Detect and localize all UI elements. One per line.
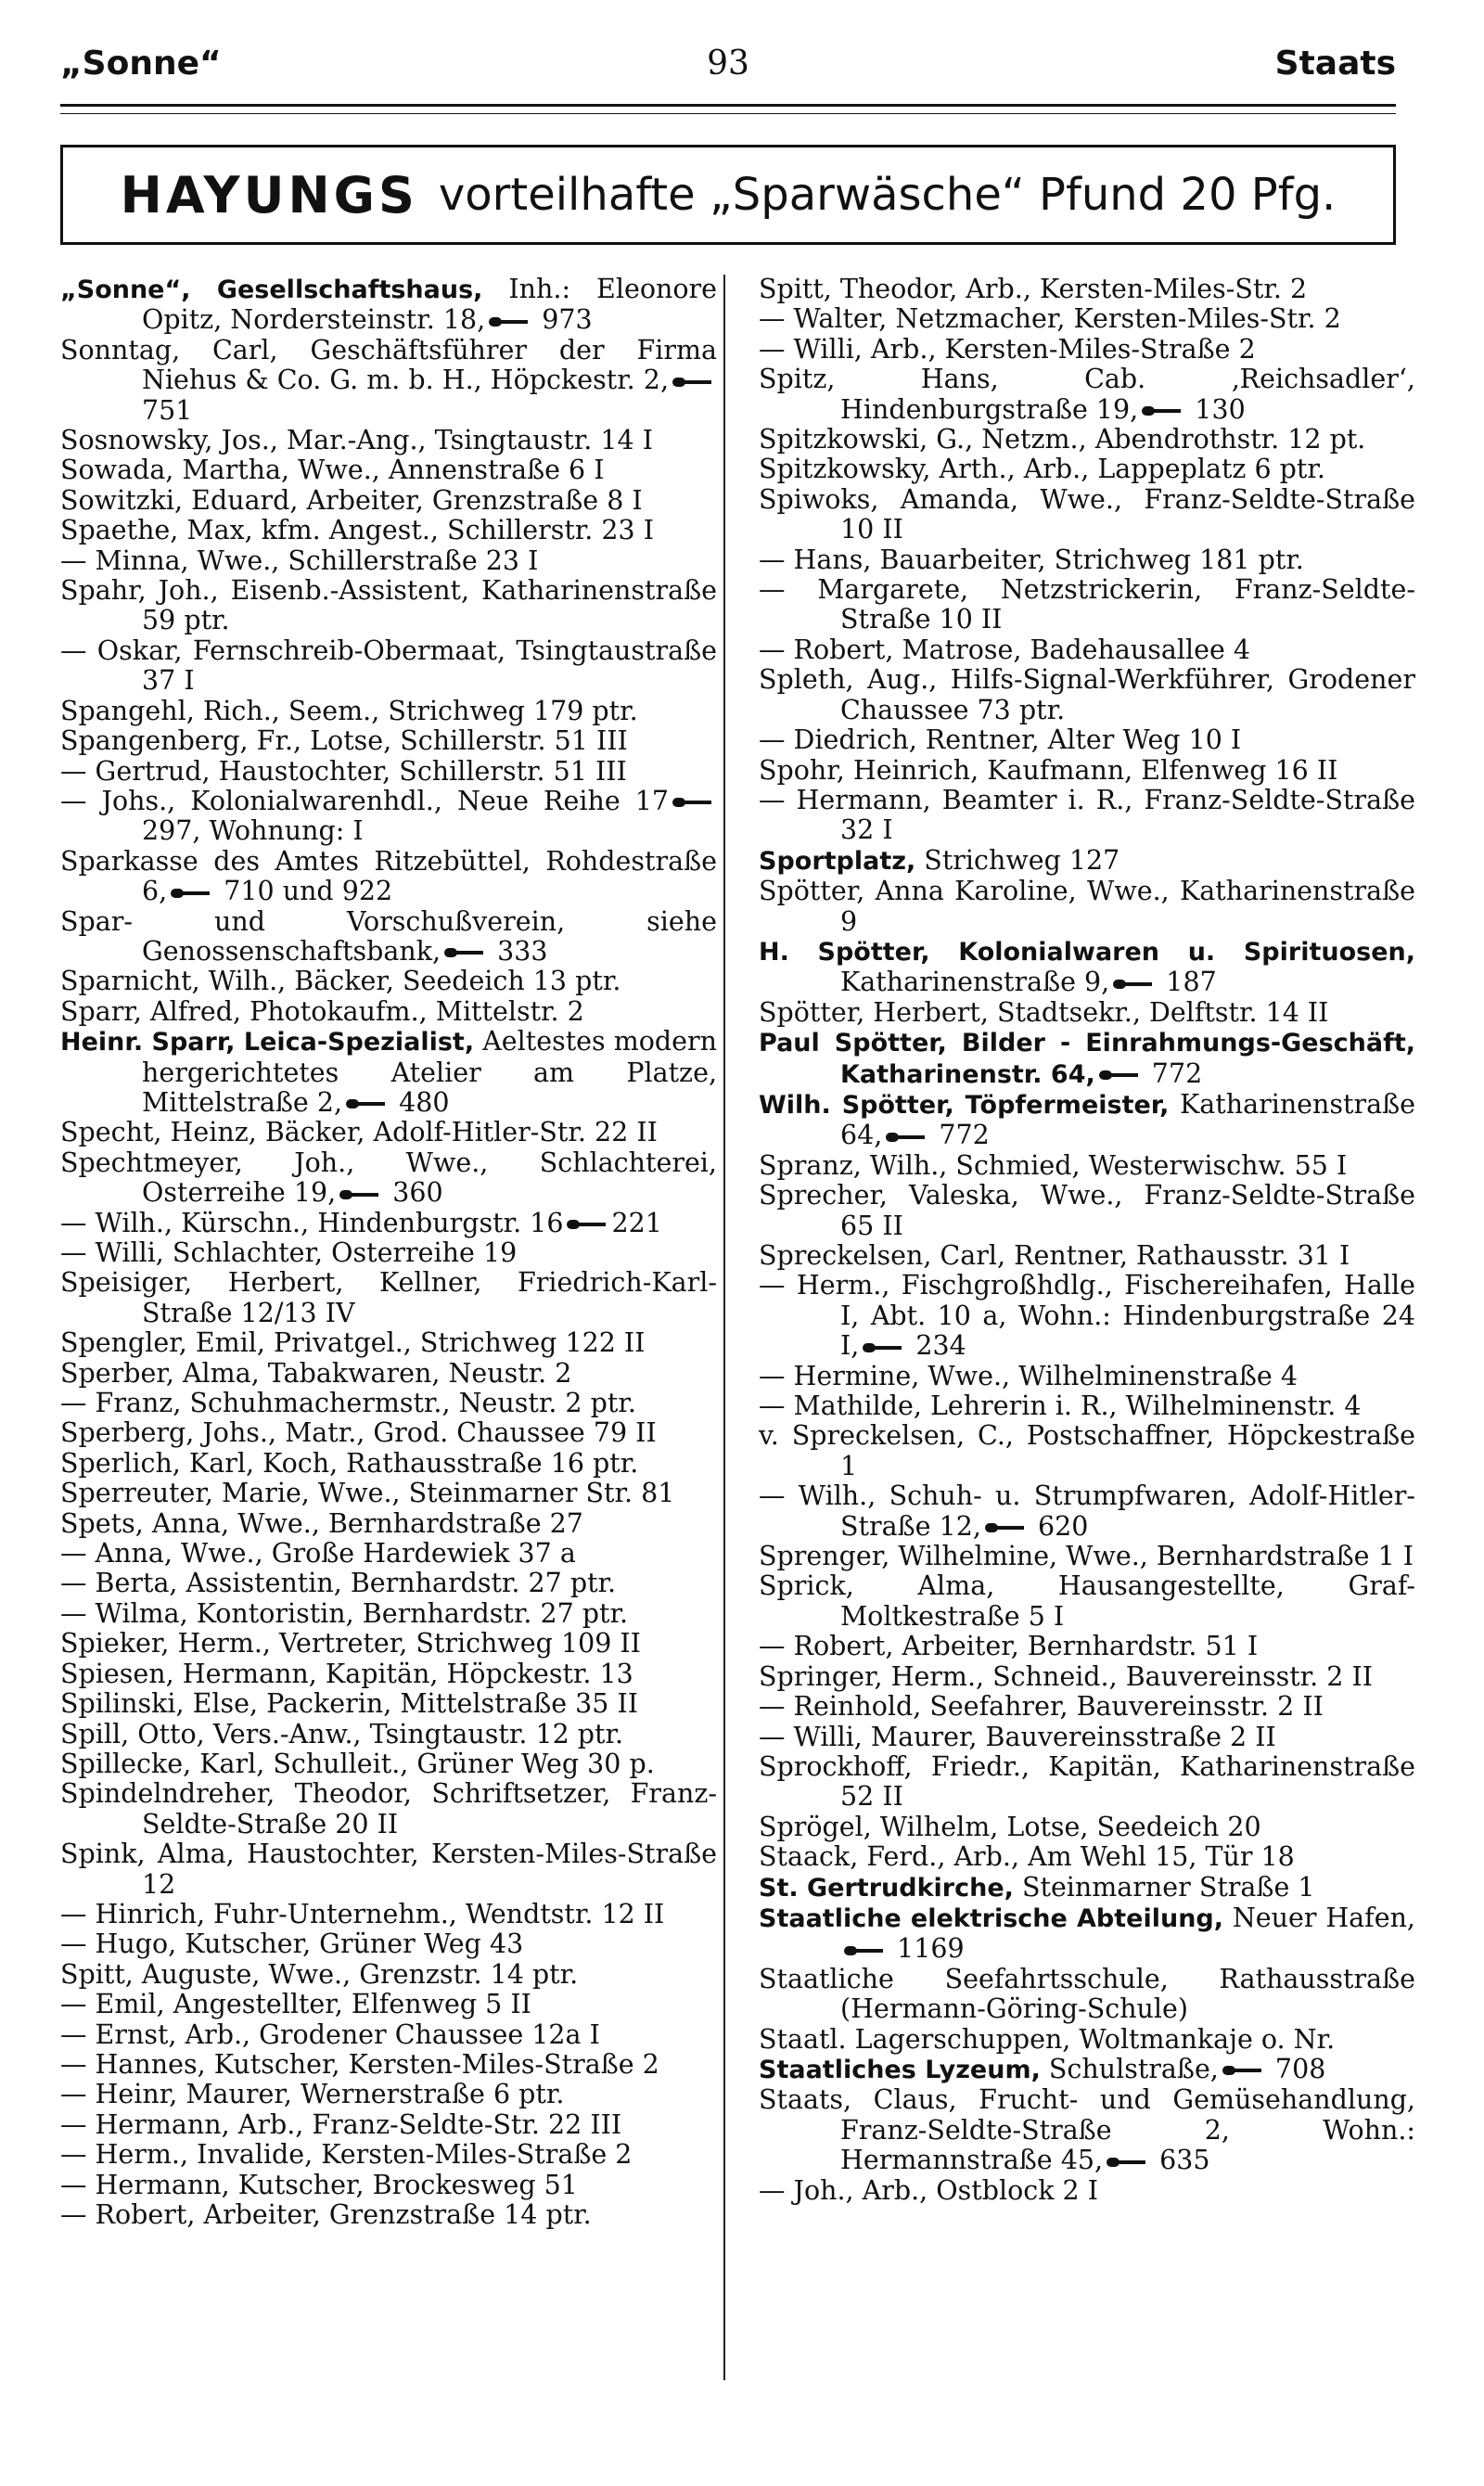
directory-entry bbox=[759, 2025, 1415, 2055]
directory-entry bbox=[60, 787, 717, 847]
entry-name-bold: Staatliches Lyzeum, bbox=[759, 2055, 1041, 2084]
directory-entry bbox=[60, 2080, 717, 2109]
telephone-icon bbox=[171, 887, 211, 900]
entry-text: Spillecke, Karl, Schulleit., Grüner Weg 30 p. bbox=[60, 1748, 655, 1779]
entry-text: Sowitzki, Eduard, Arbeiter, Grenzstraße 8 I bbox=[60, 484, 643, 516]
entry-text: — Willi, Maurer, Bauvereinsstraße 2 II bbox=[759, 1721, 1276, 1752]
directory-entry bbox=[759, 1873, 1415, 1903]
directory-entry bbox=[60, 1328, 717, 1358]
entry-text: 187 bbox=[1158, 967, 1217, 998]
entry-text: Spink, Alma, Haustochter, Kersten-Miles-Straße 12 bbox=[60, 1839, 717, 1900]
directory-entry bbox=[759, 1752, 1415, 1813]
entry-text: Spaethe, Max, kfm. Angest., Schillerstr. 23 I bbox=[60, 515, 654, 546]
entry-text: 708 bbox=[1266, 2053, 1326, 2084]
entry-text: Spötter, Herbert, Stadtsekr., Delftstr. 14 II bbox=[759, 996, 1329, 1028]
entry-text: — Hermine, Wwe., Wilhelminenstraße 4 bbox=[759, 1360, 1298, 1391]
directory-entry bbox=[759, 275, 1415, 304]
entry-text: Inh.: Eleonore Opitz, Nordersteinstr. 18, bbox=[142, 274, 717, 336]
telephone-icon bbox=[339, 1188, 380, 1201]
entry-text: Spets, Anna, Wwe., Bernhardstraße 27 bbox=[60, 1507, 583, 1539]
entry-text: Sprögel, Wilhelm, Lotse, Seedeich 20 bbox=[759, 1811, 1261, 1842]
directory-entry bbox=[60, 275, 717, 336]
directory-entry bbox=[60, 636, 717, 697]
directory-entry bbox=[60, 847, 717, 907]
entry-text: Spiwoks, Amanda, Wwe., Franz-Seldte-Straße 10 II bbox=[759, 483, 1415, 545]
ad-brand: HAYUNGS bbox=[120, 165, 418, 224]
entry-text: — Ernst, Arb., Grodener Chaussee 12a I bbox=[60, 2018, 600, 2050]
directory-entry bbox=[60, 1599, 717, 1629]
entry-text: — Hugo, Kutscher, Grüner Weg 43 bbox=[60, 1929, 524, 1960]
ad-text: vorteilhafte „Sparwäsche“ Pfund 20 Pfg. bbox=[438, 169, 1337, 221]
entry-text: 480 bbox=[390, 1086, 450, 1118]
entry-text: — Herm., Invalide, Kersten-Miles-Straße 2 bbox=[60, 2139, 633, 2171]
telephone-icon bbox=[1107, 2156, 1147, 2169]
entry-name-bold: Wilh. Spötter, Töpfermeister, bbox=[759, 1090, 1170, 1120]
directory-entry bbox=[60, 455, 717, 485]
entry-text: 130 bbox=[1186, 393, 1246, 425]
entry-text: Spahr, Joh., Eisenb.-Assistent, Katharinenstraße 59 ptr. bbox=[60, 575, 717, 636]
entry-text: Spangenberg, Fr., Lotse, Schillerstr. 51 III bbox=[60, 725, 628, 757]
directory-entry bbox=[759, 1965, 1415, 2025]
entry-text: Spötter, Anna Karoline, Wwe., Katharinenstraße 9 bbox=[759, 876, 1415, 937]
entry-text: Sparnicht, Wilh., Bäcker, Seedeich 13 ptr. bbox=[60, 966, 621, 997]
entry-text: 221 bbox=[611, 1207, 662, 1238]
entry-text: — Robert, Arbeiter, Bernhardstr. 51 I bbox=[759, 1631, 1259, 1662]
directory-entry bbox=[759, 846, 1415, 877]
directory-entry bbox=[60, 997, 717, 1027]
directory-entry bbox=[759, 756, 1415, 786]
directory-entry bbox=[60, 1389, 717, 1418]
entry-text: Speisiger, Herbert, Kellner, Friedrich-Karl-Straße 12/13 IV bbox=[60, 1267, 717, 1328]
entry-text: Spitt, Auguste, Wwe., Grenzstr. 14 ptr. bbox=[60, 1958, 579, 1990]
telephone-icon bbox=[1222, 2064, 1263, 2077]
entry-text: — Willi, Schlachter, Osterreihe 19 bbox=[60, 1237, 518, 1268]
entry-text: 710 und 922 bbox=[215, 876, 393, 907]
entry-text: Spengler, Emil, Privatgel., Strichweg 122 II bbox=[60, 1327, 646, 1359]
entry-text: Spechtmeyer, Joh., Wwe., Schlachterei, Osterreihe 19, bbox=[60, 1147, 717, 1209]
telephone-icon bbox=[567, 1218, 608, 1231]
entry-text: — Wilma, Kontoristin, Bernhardstr. 27 ptr. bbox=[60, 1597, 629, 1629]
telephone-icon bbox=[1142, 404, 1183, 417]
telephone-icon bbox=[346, 1097, 387, 1110]
directory-entry bbox=[60, 757, 717, 787]
entry-text: Spitt, Theodor, Arb., Kersten-Miles-Str. 2 bbox=[759, 274, 1308, 304]
entry-name-bold: Sportplatz, bbox=[759, 846, 916, 876]
directory-entry bbox=[759, 1571, 1415, 1632]
directory-entry bbox=[759, 1151, 1415, 1181]
entry-text: — Hermann, Beamter i. R., Franz-Seldte-Straße 32 I bbox=[759, 784, 1415, 846]
entry-text: Sperreuter, Marie, Wwe., Steinmarner Str. 81 bbox=[60, 1478, 675, 1509]
directory-entry bbox=[759, 2085, 1415, 2175]
entry-text: — Joh., Arb., Ostblock 2 I bbox=[759, 2174, 1099, 2206]
directory-entry bbox=[759, 1662, 1415, 1692]
directory-entry bbox=[759, 1271, 1415, 1361]
entry-text: — Hans, Bauarbeiter, Strichweg 181 ptr. bbox=[759, 544, 1304, 575]
entry-text: — Wilh., Kürschn., Hindenburgstr. 16 bbox=[60, 1207, 564, 1238]
directory-entry bbox=[759, 335, 1415, 365]
entry-text: — Diedrich, Rentner, Alter Weg 10 I bbox=[759, 724, 1242, 756]
header-right-keyword: Staats bbox=[1274, 45, 1396, 83]
directory-entry bbox=[60, 486, 717, 516]
directory-entry bbox=[759, 725, 1415, 755]
entry-text: — Margarete, Netzstrickerin, Franz-Seldte-Straße 10 II bbox=[759, 574, 1415, 635]
entry-text: Katharinenstraße 64, bbox=[840, 1088, 1415, 1151]
entry-text: Spilinski, Else, Packerin, Mittelstraße 35 II bbox=[60, 1688, 639, 1720]
directory-entry bbox=[759, 2176, 1415, 2206]
directory-entry bbox=[759, 786, 1415, 846]
directory-entry bbox=[60, 1749, 717, 1779]
directory-entry bbox=[60, 967, 717, 996]
entry-text: — Oskar, Fernschreib-Obermaat, Tsingtaustraße 37 I bbox=[60, 634, 717, 697]
directory-entry bbox=[60, 1539, 717, 1569]
entry-text: Sperlich, Karl, Koch, Rathausstraße 16 ptr. bbox=[60, 1447, 639, 1479]
directory-entry bbox=[759, 1090, 1415, 1151]
header-rule-thick bbox=[60, 104, 1396, 107]
directory-entry bbox=[759, 1181, 1415, 1241]
directory-entry bbox=[759, 665, 1415, 725]
telephone-icon bbox=[672, 376, 713, 389]
directory-entry bbox=[759, 425, 1415, 455]
telephone-icon bbox=[444, 946, 485, 959]
entry-text: Springer, Herm., Schneid., Bauvereinsstr. 2 II bbox=[759, 1660, 1373, 1692]
entry-text: Specht, Heinz, Bäcker, Adolf-Hitler-Str. 22 II bbox=[60, 1117, 658, 1148]
directory-entry bbox=[759, 1723, 1415, 1752]
telephone-icon bbox=[863, 1341, 903, 1354]
entry-text: Strichweg 127 bbox=[915, 844, 1120, 876]
entry-text: 234 bbox=[907, 1330, 966, 1362]
directory-entry bbox=[60, 1268, 717, 1328]
directory-entry bbox=[759, 545, 1415, 575]
entry-text: Spitzkowsky, Arth., Arb., Lappeplatz 6 ptr. bbox=[759, 454, 1325, 485]
entry-text: Spieker, Herm., Vertreter, Strichweg 109 II bbox=[60, 1628, 641, 1659]
column-divider bbox=[723, 275, 725, 2380]
directory-entry bbox=[60, 1238, 717, 1268]
entry-text: — Robert, Matrose, Badehausallee 4 bbox=[759, 634, 1251, 665]
directory-entry bbox=[759, 1903, 1415, 1965]
directory-entry bbox=[759, 998, 1415, 1028]
directory-entry bbox=[60, 336, 717, 426]
entry-text: Sosnowsky, Jos., Mar.-Ang., Tsingtaustr. 14 I bbox=[60, 425, 653, 456]
entry-text: Sperber, Alma, Tabakwaren, Neustr. 2 bbox=[60, 1357, 572, 1389]
directory-entry bbox=[60, 1900, 717, 1929]
entry-text: Spohr, Heinrich, Kaufmann, Elfenweg 16 II bbox=[759, 754, 1338, 786]
directory-entry bbox=[60, 516, 717, 545]
directory-entry bbox=[60, 1209, 717, 1238]
entry-text: Spreckelsen, Carl, Rentner, Rathausstr. 31 I bbox=[759, 1240, 1350, 1271]
directory-entry bbox=[759, 1813, 1415, 1842]
directory-entry bbox=[759, 1692, 1415, 1722]
entry-text: Spleth, Aug., Hilfs-Signal-Werkführer, Grodener Chaussee 73 ptr. bbox=[759, 664, 1415, 725]
directory-entry bbox=[759, 1542, 1415, 1571]
directory-entry bbox=[759, 1362, 1415, 1391]
advertisement-banner bbox=[60, 145, 1396, 245]
directory-entry bbox=[60, 1418, 717, 1448]
entry-text: — Hermann, Arb., Franz-Seldte-Str. 22 III bbox=[60, 2108, 622, 2140]
entry-text: Sprick, Alma, Hausangestellte, Graf-Moltkestraße 5 I bbox=[759, 1570, 1415, 1632]
directory-entry bbox=[759, 937, 1415, 998]
entry-text: — Robert, Arbeiter, Grenzstraße 14 ptr. bbox=[60, 2199, 592, 2230]
running-header bbox=[60, 45, 1396, 93]
left-column bbox=[60, 275, 717, 2230]
entry-text: 620 bbox=[1029, 1510, 1089, 1542]
entry-text: Spitz, Hans, Cab. ‚Reichsadler‘, Hindenburgstraße 19, bbox=[759, 364, 1415, 425]
entry-text: Aeltestes modern hergerichtetes Atelier am Platze, Mittelstraße 2, bbox=[142, 1026, 718, 1118]
entry-text: — Hannes, Kutscher, Kersten-Miles-Straße 2 bbox=[60, 2048, 659, 2080]
directory-entry bbox=[759, 1632, 1415, 1661]
directory-entry bbox=[60, 1509, 717, 1539]
directory-entry bbox=[60, 546, 717, 576]
directory-entry bbox=[60, 697, 717, 726]
entry-text: 751 bbox=[142, 394, 193, 426]
entry-text: Neuer Hafen, bbox=[1223, 1902, 1415, 1933]
directory-entry bbox=[60, 907, 717, 967]
directory-entry bbox=[759, 1421, 1415, 1481]
entry-text: — Wilh., Schuh- u. Strumpfwaren, Adolf-Hitler-Straße 12, bbox=[759, 1480, 1415, 1542]
header-left-keyword: „Sonne“ bbox=[60, 45, 222, 83]
entry-text: — Herm., Fischgroßhdlg., Fischereihafen, Halle I, Abt. 10 a, Wohn.: Hindenburgstraße 24 I, bbox=[759, 1270, 1415, 1362]
directory-entry bbox=[60, 1359, 717, 1389]
directory-entry bbox=[60, 1479, 717, 1508]
entry-text: — Gertrud, Haustochter, Schillerstr. 51 III bbox=[60, 755, 627, 787]
directory-entry bbox=[759, 1241, 1415, 1271]
entry-text: — Emil, Angestellter, Elfenweg 5 II bbox=[60, 1989, 531, 2020]
directory-entry bbox=[759, 455, 1415, 484]
entry-text: 635 bbox=[1151, 2145, 1210, 2176]
entry-text: Spranz, Wilh., Schmied, Westerwischw. 55 I bbox=[759, 1149, 1348, 1181]
directory-entry bbox=[60, 1629, 717, 1659]
entry-text: — Berta, Assistentin, Bernhardstr. 27 ptr. bbox=[60, 1568, 617, 1599]
entry-text: 973 bbox=[533, 304, 593, 336]
entry-text: Staatl. Lagerschuppen, Woltmankaje o. Nr. bbox=[759, 2023, 1336, 2055]
directory-entry bbox=[60, 1960, 717, 1990]
entry-text: Spangehl, Rich., Seem., Strichweg 179 ptr. bbox=[60, 695, 638, 726]
entry-name-bold: „Sonne“, Gesellschaftshaus, bbox=[60, 276, 483, 304]
directory-entry bbox=[60, 2200, 717, 2230]
entry-text: 772 bbox=[1143, 1057, 1203, 1089]
entry-text: Sprenger, Wilhelmine, Wwe., Bernhardstraße 1 I bbox=[759, 1541, 1414, 1572]
directory-entry bbox=[759, 575, 1415, 635]
entry-name-bold: H. Spötter, Kolonialwaren u. Spirituosen, bbox=[759, 937, 1415, 967]
directory-entry bbox=[60, 576, 717, 636]
entry-text: Sonntag, Carl, Geschäftsführer der Firma Niehus & Co. G. m. b. H., Höpckestr. 2, bbox=[60, 334, 717, 396]
entry-text: 297, Wohnung: I bbox=[142, 815, 364, 847]
entry-text: — Hinrich, Fuhr-Unternehm., Wendtstr. 12 II bbox=[60, 1898, 665, 1929]
telephone-icon bbox=[1113, 978, 1154, 991]
page-number: 93 bbox=[707, 45, 749, 83]
entry-name-bold: St. Gertrudkirche, bbox=[759, 1873, 1014, 1903]
directory-entry bbox=[60, 1929, 717, 1959]
directory-entry bbox=[60, 2020, 717, 2050]
entry-text: Spitzkowski, G., Netzm., Abendrothstr. 12 pt. bbox=[759, 424, 1366, 455]
entry-text: — Heinr, Maurer, Wernerstraße 6 ptr. bbox=[60, 2079, 565, 2110]
directory-entry bbox=[60, 2171, 717, 2200]
entry-text: Staatliche Seefahrtsschule, Rathausstraße (Hermann-Göring-Schule) bbox=[759, 1963, 1415, 2025]
directory-entry bbox=[759, 365, 1415, 425]
entry-text: Schulstraße, bbox=[1040, 2053, 1219, 2084]
directory-entry bbox=[60, 2140, 717, 2170]
directory-entry bbox=[60, 1659, 717, 1689]
entry-text: Spill, Otto, Vers.-Anw., Tsingtaustr. 12 ptr. bbox=[60, 1718, 624, 1749]
entry-text: Sprecher, Valeska, Wwe., Franz-Seldte-Straße 65 II bbox=[759, 1180, 1415, 1241]
entry-text: — Willi, Arb., Kersten-Miles-Straße 2 bbox=[759, 333, 1256, 365]
entry-name-bold: Staatliche elektrische Abteilung, bbox=[759, 1903, 1223, 1933]
directory-entry bbox=[60, 1689, 717, 1719]
entry-text: Sprockhoff, Friedr., Kapitän, Katharinenstraße 52 II bbox=[759, 1750, 1415, 1813]
telephone-icon bbox=[489, 315, 530, 328]
entry-text: 333 bbox=[489, 935, 548, 967]
entry-text: 772 bbox=[930, 1120, 990, 1151]
directory-entry bbox=[60, 2050, 717, 2080]
directory-entry bbox=[60, 1569, 717, 1598]
directory-entry bbox=[60, 1118, 717, 1147]
directory-entry bbox=[60, 1990, 717, 2019]
directory-entry bbox=[759, 877, 1415, 937]
directory-entry bbox=[60, 726, 717, 756]
telephone-icon bbox=[886, 1131, 927, 1144]
directory-entry bbox=[759, 1481, 1415, 1542]
entry-text: Sparr, Alfred, Photokaufm., Mittelstr. 2 bbox=[60, 995, 584, 1027]
entry-text: 360 bbox=[384, 1177, 443, 1209]
entry-text: — Minna, Wwe., Schillerstraße 23 I bbox=[60, 545, 539, 576]
entry-text: Katharinenstraße 9, bbox=[840, 967, 1110, 998]
entry-text: Staack, Ferd., Arb., Am Wehl 15, Tür 18 bbox=[759, 1841, 1295, 1873]
directory-entry bbox=[60, 2110, 717, 2140]
entry-text: — Johs., Kolonialwarenhdl., Neue Reihe 17 bbox=[60, 785, 669, 816]
directory-entry bbox=[60, 1148, 717, 1209]
entry-text: Sperberg, Johs., Matr., Grod. Chaussee 79 II bbox=[60, 1417, 657, 1449]
directory-entry bbox=[60, 1779, 717, 1839]
telephone-icon bbox=[844, 1944, 885, 1957]
directory-entry bbox=[759, 1842, 1415, 1872]
telephone-icon bbox=[672, 796, 713, 809]
entry-text: v. Spreckelsen, C., Postschaffner, Höpckestraße 1 bbox=[759, 1420, 1415, 1481]
directory-entry bbox=[60, 1449, 717, 1479]
telephone-icon bbox=[1099, 1069, 1140, 1082]
directory-entry bbox=[759, 485, 1415, 545]
directory-entry bbox=[759, 304, 1415, 334]
entry-name-bold: Paul Spötter, Bilder - Einrahmungs-Geschäft, Katharinenstr. 64, bbox=[759, 1029, 1415, 1089]
entry-text: Steinmarner Straße 1 bbox=[1013, 1871, 1315, 1903]
directory-entry bbox=[60, 426, 717, 455]
entry-text: — Mathilde, Lehrerin i. R., Wilhelminenstr. 4 bbox=[759, 1390, 1362, 1422]
entry-text: Spar- und Vorschußverein, siehe Genossenschaftsbank, bbox=[60, 905, 717, 967]
directory-entry bbox=[60, 1720, 717, 1749]
directory-entry bbox=[60, 1027, 717, 1118]
right-column bbox=[759, 275, 1415, 2206]
directory-entry bbox=[759, 1391, 1415, 1421]
entry-text: — Hermann, Kutscher, Brockesweg 51 bbox=[60, 2169, 578, 2200]
entry-text: — Walter, Netzmacher, Kersten-Miles-Str. 2 bbox=[759, 303, 1341, 335]
entry-name-bold: Heinr. Sparr, Leica-Spezialist, bbox=[60, 1028, 475, 1057]
directory-entry bbox=[60, 1839, 717, 1900]
entry-text: Sparkasse des Amtes Ritzebüttel, Rohdestraße 6, bbox=[60, 845, 717, 907]
entry-text: — Anna, Wwe., Große Hardewiek 37 a bbox=[60, 1538, 576, 1570]
entry-text: Spiesen, Hermann, Kapitän, Höpckestr. 13 bbox=[60, 1658, 633, 1689]
directory-entry bbox=[759, 1028, 1415, 1090]
entry-text: Staats, Claus, Frucht- und Gemüsehandlung, Franz-Seldte-Straße 2, Wohn.: Hermannstraße 45, bbox=[759, 2084, 1415, 2176]
entry-text: — Reinhold, Seefahrer, Bauvereinsstr. 2 II bbox=[759, 1691, 1324, 1723]
telephone-icon bbox=[985, 1521, 1026, 1534]
entry-text: — Franz, Schuhmachermstr., Neustr. 2 ptr. bbox=[60, 1388, 636, 1419]
entry-text: Spindelndreher, Theodor, Schriftsetzer, Franz-Seldte-Straße 20 II bbox=[60, 1778, 717, 1839]
header-rule-thin bbox=[60, 113, 1396, 114]
entry-text: 1169 bbox=[889, 1933, 965, 1965]
directory-entry bbox=[759, 635, 1415, 665]
directory-entry bbox=[759, 2055, 1415, 2085]
entry-text: Sowada, Martha, Wwe., Annenstraße 6 I bbox=[60, 455, 605, 486]
